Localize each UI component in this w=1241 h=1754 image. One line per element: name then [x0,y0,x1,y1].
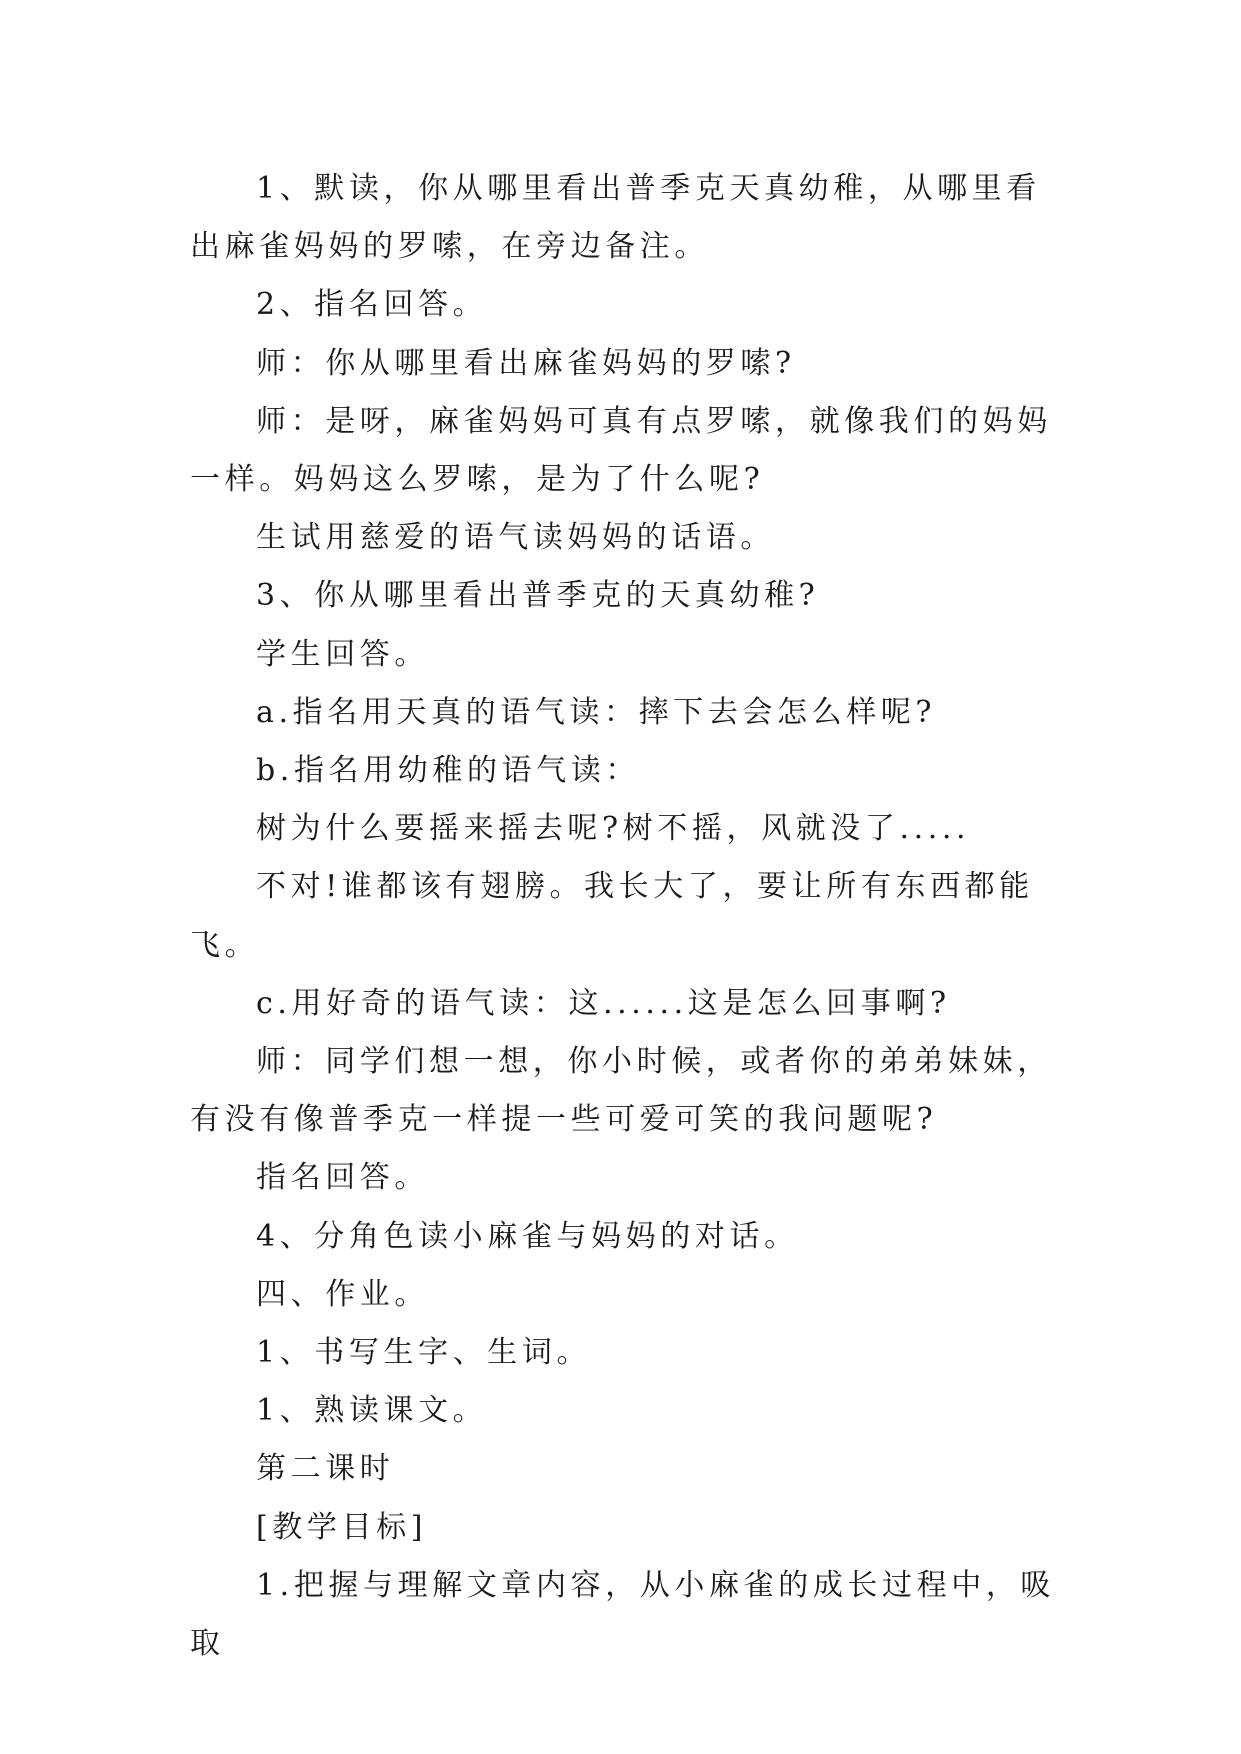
paragraph: 生试用慈爱的语气读妈妈的话语。 [256,520,775,556]
paragraph: 树为什么要摇来摇去呢?树不摇，风就没了..... [256,811,971,847]
paragraph: 1、书写生字、生词。 [256,1335,592,1371]
paragraph: 2、指名回答。 [256,287,488,323]
paragraph: 1、默读，你从哪里看出普季克天真幼稚，从哪里看出麻雀妈妈的罗嗦，在旁边备注。 [190,171,1041,265]
paragraph: 1.把握与理解文章内容，从小麻雀的成长过程中，吸取 [190,1567,1056,1662]
paragraph: 师：同学们想一想，你小时候，或者你的弟弟妹妹，有没有像普季克一样提一些可爱可笑的我问题呢? [190,1044,1052,1138]
paragraph: 指名回答。 [256,1160,429,1196]
paragraph: 4、分角色读小麻雀与妈妈的对话。 [256,1218,799,1254]
section-heading: 四、作业。 [256,1276,429,1312]
paragraph: b.指名用幼稚的语气读： [256,753,640,789]
paragraph: 师：你从哪里看出麻雀妈妈的罗嗦? [256,345,796,381]
section-heading: [教学目标] [256,1509,428,1545]
paragraph: c.用好奇的语气读：这......这是怎么回事啊? [256,985,951,1021]
paragraph: 3、你从哪里看出普季克的天真幼稚? [256,578,820,614]
paragraph: 师：是呀，麻雀妈妈可真有点罗嗦，就像我们的妈妈一样。妈妈这么罗嗦，是为了什么呢? [190,403,1052,498]
section-heading: 第二课时 [256,1451,395,1487]
paragraph: 不对!谁都该有翅膀。我长大了，要让所有东西都能飞。 [190,869,1034,963]
paragraph: a.指名用天真的语气读：摔下去会怎么样呢? [256,694,937,730]
paragraph: 1、熟读课文。 [256,1393,488,1429]
paragraph: 学生回答。 [256,636,429,672]
document-body [190,160,1070,1673]
